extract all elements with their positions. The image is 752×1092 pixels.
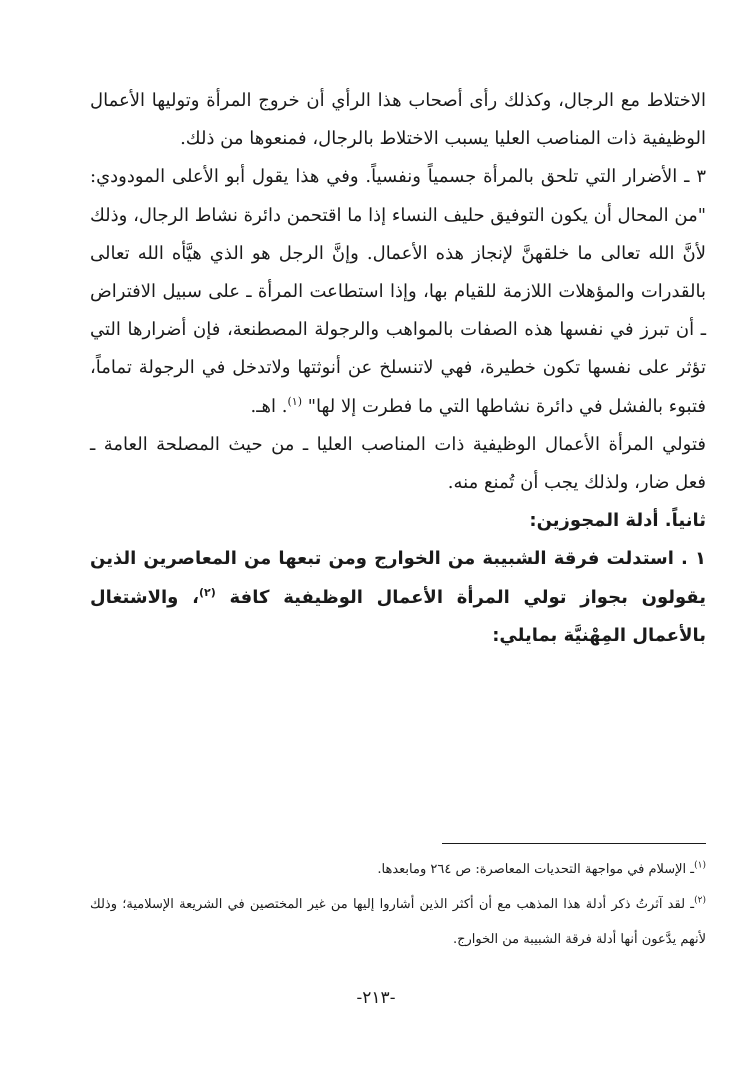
main-text — [90, 82, 706, 655]
footnote-ref-1[interactable]: (١) — [287, 394, 302, 408]
paragraph-3: فتولي المرأة الأعمال الوظيفية ذات المناصب العليا ـ من حيث المصلحة العامة ـ فعل ضار، ولذلك يجب أن تُمنع منه. — [90, 433, 706, 494]
footnotes — [90, 852, 706, 957]
footnote-2-number: (٢) — [694, 895, 706, 906]
footnote-1-number: (١) — [694, 860, 706, 871]
footnote-2-text: ـ لقد آثرتُ ذكر أدلة هذا المذهب مع أن أكثر الذين أشاروا إليها من غير المختصين في الشريعة الإسلامية؛ وذلك لأنهم يدَّعون أنها أدلة فرقة الشبيبة من الخوارج. — [90, 897, 706, 947]
footnote-1-text: ـ الإسلام في مواجهة التحديات المعاصرة: ص ٢٦٤ ومابعدها. — [377, 862, 695, 877]
paragraph-2-text: ٣ ـ الأضرار التي تلحق بالمرأة جسمياً ونفسياً. وفي هذا يقول أبو الأعلى المودودي: "من المحال أن يكون التوفيق حليف النساء إذا ما اقتحمن دائرة نشاط الرجال، وذلك لأنَّ الله تعالى ما خلقهنَّ لإنجاز هذه الأعمال. وإنَّ الرجل هو الذي هيَّأه الله تعالى بالقدرات والمؤهلات اللازمة للقيام بها، وإذا استطاعت المرأة ـ على سبيل الافتراض ـ أن تبرز في نفسها هذه الصفات بالمواهب والرجولة المصطنعة، فإن أضرارها التي تؤثر على نفسها تكون خطيرة، فهي لاتنسلخ عن أنوثتها ولاتدخل في الرجولة تماماً، فتبوء بالفشل في دائرة نشاطها التي ما فطرت إلا لها" — [90, 166, 707, 417]
footnote-1 — [90, 852, 706, 887]
bold-paragraph-end: ، والاشتغال بالأعمال المِهْنيَّة بمايلي: — [90, 586, 706, 646]
paragraph-1: الاختلاط مع الرجال، وكذلك رأى أصحاب هذا الرأي أن خروج المرأة وتوليها الأعمال الوظيفية ذات المناصب العليا يسبب الاختلاط بالرجال، فمنعوها من ذلك. — [90, 90, 706, 150]
bold-paragraph — [90, 540, 706, 655]
section-heading: ثانياً. أدلة المجوزين: — [529, 510, 706, 532]
footnote-ref-2[interactable]: (٢) — [198, 585, 216, 599]
bold-paragraph-text: ١ . استدلت فرقة الشبيبة من الخوارج ومن تبعها من المعاصرين الذين يقولون بجواز تولي المرأة الأعمال الوظيفية كافة — [90, 548, 706, 608]
paragraph-2-end: . اهـ. — [250, 395, 288, 417]
page-number: -٢١٣- — [356, 988, 396, 1008]
footnote-divider — [442, 843, 706, 844]
footnote-2 — [90, 887, 706, 957]
paragraph-2 — [90, 158, 706, 425]
